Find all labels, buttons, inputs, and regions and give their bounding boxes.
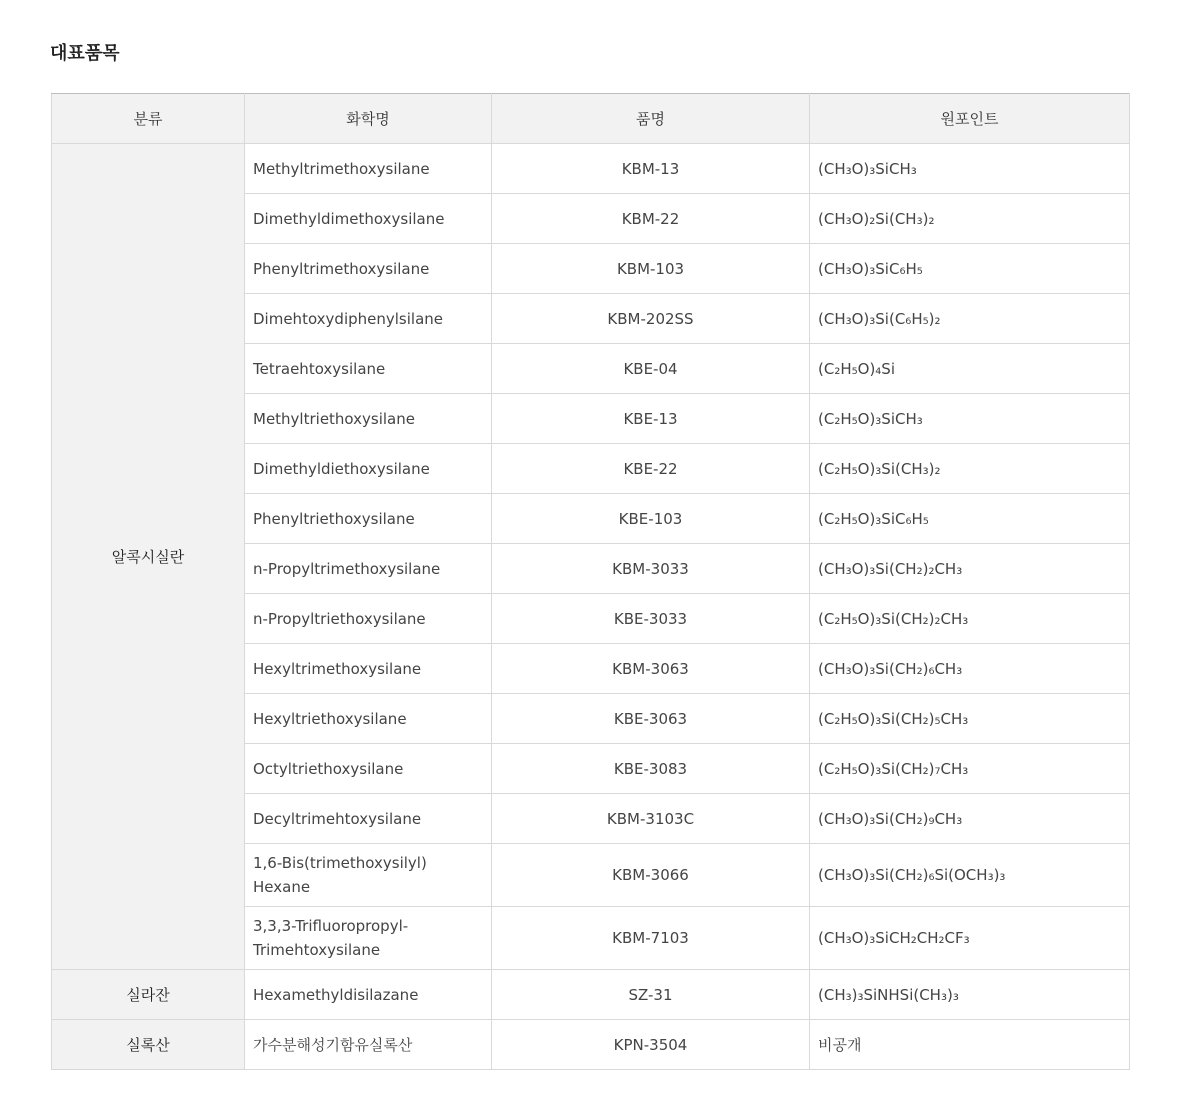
chemical-name-cell: Methyltrimethoxysilane	[245, 144, 492, 194]
chemical-name-cell: n-Propyltrimethoxysilane	[245, 544, 492, 594]
chemical-name-cell: Dimehtoxydiphenylsilane	[245, 294, 492, 344]
chemical-name-cell: Dimethyldiethoxysilane	[245, 444, 492, 494]
chemical-name-cell: 3,3,3-Trifluoropropyl-Trimehtoxysilane	[245, 907, 492, 970]
chemical-name-cell: Decyltrimehtoxysilane	[245, 794, 492, 844]
chemical-name-cell: n-Propyltriethoxysilane	[245, 594, 492, 644]
formula-cell: (CH₃O)₃SiC₆H₅	[810, 244, 1130, 294]
chemical-name-cell: Octyltriethoxysilane	[245, 744, 492, 794]
product-code-cell: KBM-103	[492, 244, 810, 294]
product-table	[51, 93, 1130, 1070]
header-product: 품명	[492, 94, 810, 144]
formula-cell: (CH₃O)₃Si(CH₂)₉CH₃	[810, 794, 1130, 844]
product-code-cell: KBE-13	[492, 394, 810, 444]
formula-cell: (C₂H₅O)₃Si(CH₃)₂	[810, 444, 1130, 494]
product-code-cell: KBM-3066	[492, 844, 810, 907]
table-row	[52, 1020, 1130, 1070]
product-code-cell: KBM-3103C	[492, 794, 810, 844]
formula-cell: (CH₃)₃SiNHSi(CH₃)₃	[810, 970, 1130, 1020]
category-cell: 알콕시실란	[52, 144, 245, 970]
chemical-name-cell: Tetraehtoxysilane	[245, 344, 492, 394]
table-row	[52, 144, 1130, 194]
product-code-cell: KBM-3063	[492, 644, 810, 694]
chemical-name-cell: Dimethyldimethoxysilane	[245, 194, 492, 244]
chemical-name-cell: Phenyltriethoxysilane	[245, 494, 492, 544]
product-code-cell: KBM-3033	[492, 544, 810, 594]
formula-cell: (C₂H₅O)₃Si(CH₂)₅CH₃	[810, 694, 1130, 744]
formula-cell: (CH₃O)₃Si(CH₂)₆Si(OCH₃)₃	[810, 844, 1130, 907]
table-row	[52, 970, 1130, 1020]
chemical-name-cell: Hexyltrimethoxysilane	[245, 644, 492, 694]
formula-cell: (CH₃O)₃SiCH₃	[810, 144, 1130, 194]
category-cell: 실록산	[52, 1020, 245, 1070]
product-code-cell: KBM-13	[492, 144, 810, 194]
product-code-cell: KBE-3033	[492, 594, 810, 644]
formula-cell: (C₂H₅O)₃Si(CH₂)₂CH₃	[810, 594, 1130, 644]
product-code-cell: KBE-3083	[492, 744, 810, 794]
product-code-cell: KPN-3504	[492, 1020, 810, 1070]
category-cell: 실라잔	[52, 970, 245, 1020]
section-title: 대표품목	[50, 43, 120, 64]
product-code-cell: KBE-3063	[492, 694, 810, 744]
formula-cell: 비공개	[810, 1020, 1130, 1070]
chemical-name-cell: Hexyltriethoxysilane	[245, 694, 492, 744]
product-code-cell: KBE-103	[492, 494, 810, 544]
formula-cell: (CH₃O)₃Si(CH₂)₆CH₃	[810, 644, 1130, 694]
product-code-cell: KBM-7103	[492, 907, 810, 970]
product-code-cell: KBM-22	[492, 194, 810, 244]
header-category: 분류	[52, 94, 245, 144]
chemical-name-cell: Methyltriethoxysilane	[245, 394, 492, 444]
product-code-cell: KBE-04	[492, 344, 810, 394]
table-header-row	[52, 94, 1130, 144]
product-code-cell: KBM-202SS	[492, 294, 810, 344]
formula-cell: (C₂H₅O)₃SiC₆H₅	[810, 494, 1130, 544]
formula-cell: (C₂H₅O)₄Si	[810, 344, 1130, 394]
formula-cell: (C₂H₅O)₃SiCH₃	[810, 394, 1130, 444]
chemical-name-cell: 1,6-Bis(trimethoxysilyl) Hexane	[245, 844, 492, 907]
product-code-cell: SZ-31	[492, 970, 810, 1020]
formula-cell: (C₂H₅O)₃Si(CH₂)₇CH₃	[810, 744, 1130, 794]
chemical-name-cell: Phenyltrimethoxysilane	[245, 244, 492, 294]
header-chemical-name: 화학명	[245, 94, 492, 144]
formula-cell: (CH₃O)₃Si(C₆H₅)₂	[810, 294, 1130, 344]
chemical-name-cell: 가수분해성기함유실록산	[245, 1020, 492, 1070]
formula-cell: (CH₃O)₃Si(CH₂)₂CH₃	[810, 544, 1130, 594]
formula-cell: (CH₃O)₃SiCH₂CH₂CF₃	[810, 907, 1130, 970]
chemical-name-cell: Hexamethyldisilazane	[245, 970, 492, 1020]
formula-cell: (CH₃O)₂Si(CH₃)₂	[810, 194, 1130, 244]
header-formula: 원포인트	[810, 94, 1130, 144]
product-code-cell: KBE-22	[492, 444, 810, 494]
